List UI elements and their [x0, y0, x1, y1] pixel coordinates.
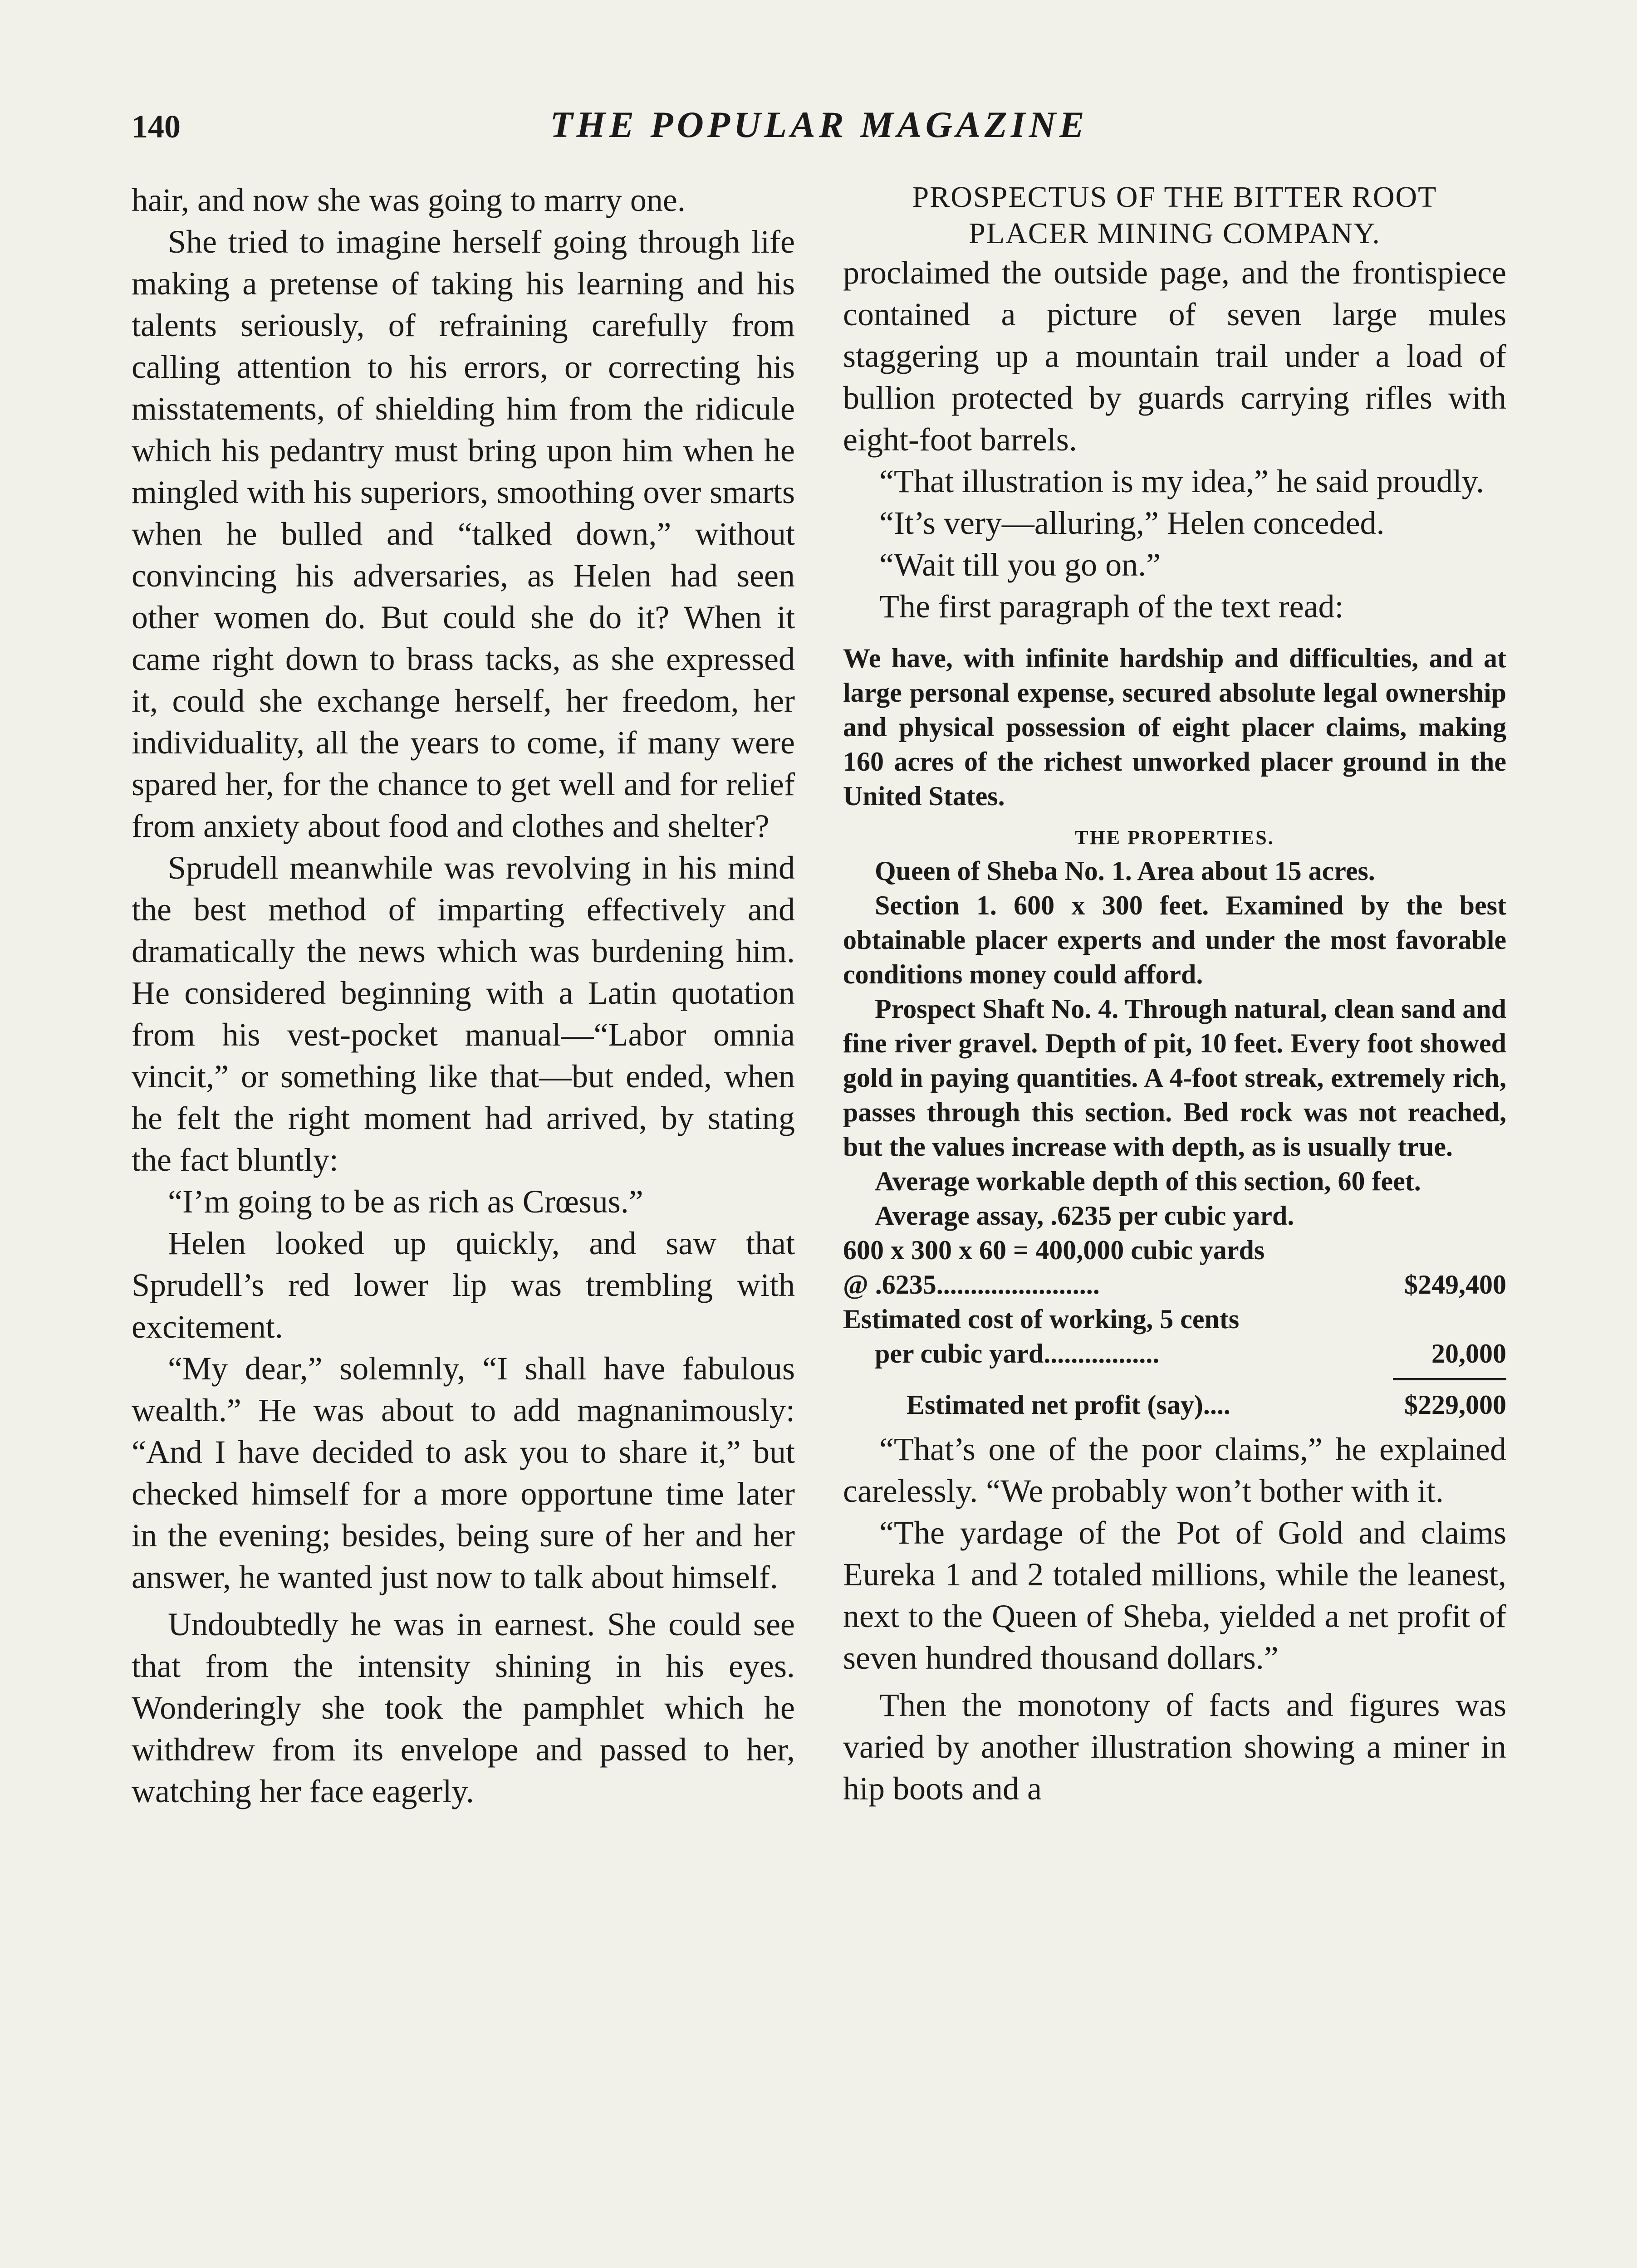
prospectus-title-line: PROSPECTUS OF THE BITTER ROOT — [912, 181, 1437, 214]
net-amount: $229,000 — [1404, 1390, 1506, 1420]
cost-label: per cubic yard................. — [875, 1339, 1160, 1369]
property-entry: Queen of Sheba No. 1. Area about 15 acres. — [875, 856, 1375, 886]
prospectus-title — [843, 179, 1506, 252]
paragraph: Helen looked up quickly, and saw that Sprudell’s red lower lip was trembling with excitement. — [132, 1225, 795, 1345]
net-label: Estimated net profit (say).... — [907, 1390, 1230, 1420]
property-entry: Prospect Shaft No. 4. Through natural, clean sand and fine river gravel. Depth of pit, 10 feet. Every foot showed gold in paying quantities. A 4-foot streak, extremely rich, passes through this section. Bed rock was not reached, but the values increase with depth, as is usually true. — [843, 994, 1506, 1162]
net-row — [843, 1388, 1506, 1422]
prospectus-quote: We have, with infinite hardship and difficulties, and at large personal expense, secured absolute legal ownership and physical possession of eight placer claims, making 160 acres of the richest unworked placer ground in the United States. — [843, 643, 1506, 811]
left-column — [132, 179, 795, 1812]
paragraph: The first paragraph of the text read: — [879, 588, 1344, 625]
paragraph: “That’s one of the poor claims,” he explained carelessly. “We probably won’t bother with it. — [843, 1431, 1506, 1509]
property-entry: Average workable depth of this section, 60 feet. — [875, 1166, 1421, 1196]
cost-line: Estimated cost of working, 5 cents — [843, 1304, 1240, 1334]
paragraph: She tried to imagine herself going through life making a pretense of taking his learning and his talents seriously, of refraining carefully from calling attention to his errors, or correcting his misstatements, of shielding him from the ridicule which his pedantry must bring upon him when he mingled with his superiors, smoothing over smarts when he bulled and “talked down,” without convincing his adversaries, as Helen had seen other women do. But could she do it? When it came right down to brass tacks, as she expressed it, could she exchange herself, her freedom, her individuality, all the years to come, if many were spared her, for the chance to get well and for relief from anxiety about food and clothes and shelter? — [132, 224, 795, 844]
calc-line: 600 x 300 x 60 = 400,000 cubic yards — [843, 1235, 1265, 1265]
property-entry: Average assay, .6235 per cubic yard. — [875, 1201, 1294, 1231]
right-column — [843, 179, 1506, 1809]
calc-label: @ .6235........................ — [843, 1270, 1100, 1300]
calc-amount: $249,400 — [1404, 1270, 1506, 1300]
cost-row — [843, 1336, 1506, 1371]
paragraph: proclaimed the outside page, and the frontispiece contained a picture of seven large mules staggering up a mountain trail under a load of bullion protected by guards carrying rifles with eight-foot barrels. — [843, 254, 1506, 458]
page-header — [132, 103, 1506, 153]
prospectus-title-line: PLACER MINING COMPANY. — [969, 217, 1381, 250]
paragraph: “That illustration is my idea,” he said proudly. — [879, 463, 1485, 499]
paragraph: “The yardage of the Pot of Gold and claims Eureka 1 and 2 totaled millions, while the leanest, next to the Queen of Sheba, yielded a net profit of seven hundred thousand dollars.” — [843, 1515, 1506, 1676]
paragraph: Undoubtedly he was in earnest. She could see that from the intensity shining in his eyes. Wonderingly she took the pamphlet which he withdrew from its envelope and passed to her, watching her face eagerly. — [132, 1606, 795, 1809]
magazine-title: THE POPULAR MAGAZINE — [550, 104, 1088, 145]
sum-rule — [1393, 1378, 1506, 1380]
calc-row — [843, 1267, 1506, 1302]
page-number: 140 — [132, 108, 181, 145]
cost-amount: 20,000 — [1431, 1339, 1506, 1369]
paragraph: Then the monotony of facts and figures was varied by another illustration showing a miner in hip boots and a — [843, 1687, 1506, 1807]
paragraph: “Wait till you go on.” — [879, 547, 1161, 583]
paragraph: Sprudell meanwhile was revolving in his mind the best method of imparting effectively and dramatically the news which was burdening him. He considered beginning with a Latin quotation from his vest-pocket manual—“Labor omnia vincit,” or something like that—but ended, when he felt the right moment had arrived, by stating the fact bluntly: — [132, 850, 795, 1178]
paragraph: hair, and now she was going to marry one. — [132, 182, 686, 218]
property-entry: Section 1. 600 x 300 feet. Examined by the best obtainable placer experts and under the most favorable conditions money could afford. — [843, 890, 1506, 989]
prospectus-excerpt — [843, 641, 1506, 1422]
paragraph: “I’m going to be as rich as Crœsus.” — [168, 1183, 643, 1220]
properties-heading: THE PROPERTIES. — [1075, 826, 1274, 849]
paragraph: “My dear,” solemnly, “I shall have fabulous wealth.” He was about to add magnanimously: “And I have decided to ask you to share it,” but checked himself for a more opportune time later in the evening; besides, being sure of her and her answer, he wanted just now to talk about himself. — [132, 1350, 795, 1595]
paragraph: “It’s very—alluring,” Helen conceded. — [879, 505, 1385, 541]
